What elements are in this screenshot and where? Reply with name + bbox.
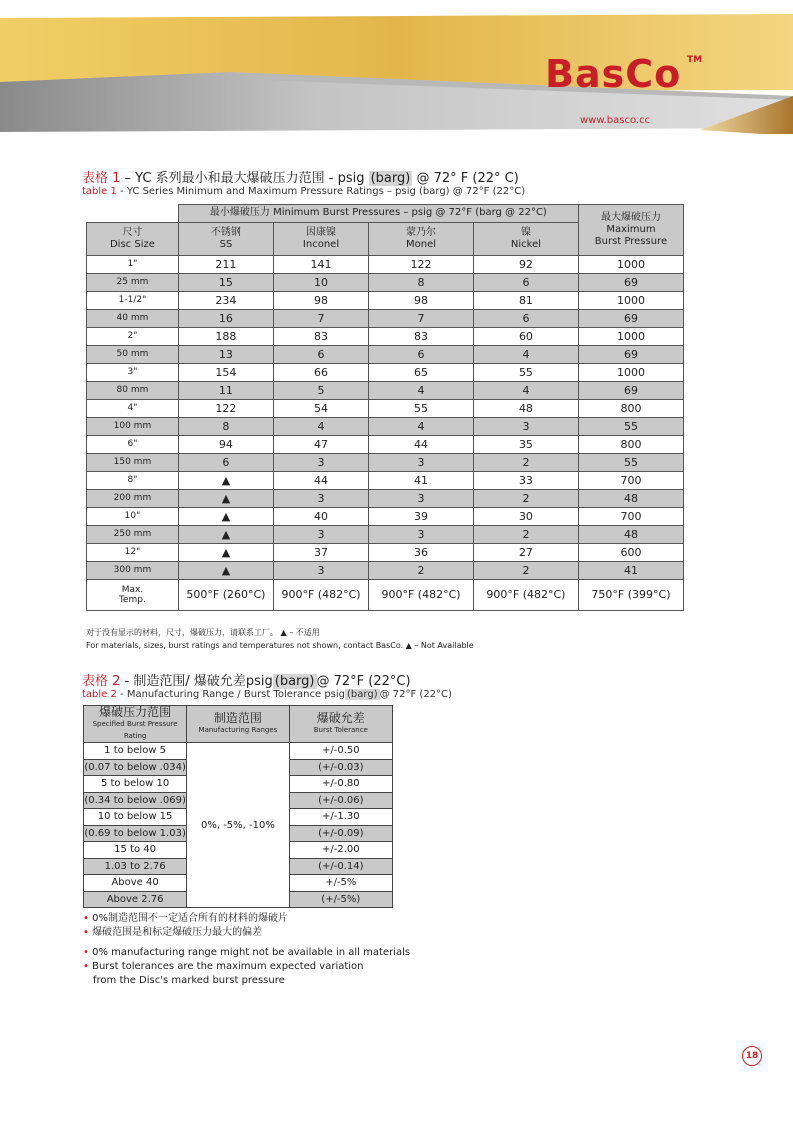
table-cell: 800 <box>578 399 683 417</box>
table-cell: 7 <box>369 309 474 327</box>
table-cell: 6 <box>178 453 273 471</box>
table-row <box>87 471 684 489</box>
table-cell: ▲ <box>178 525 273 543</box>
tolerance-header <box>289 706 392 743</box>
table1-note-cn: 对于没有显示的材料，尺寸，爆破压力，请联系工厂。 ▲ – 不适用 <box>86 628 320 637</box>
tolerance-cell: +/-0.50 <box>289 743 392 760</box>
table1-title-label: 表格 1 <box>82 171 121 186</box>
table-cell: ▲ <box>178 489 273 507</box>
table-cell: ▲ <box>178 561 273 579</box>
disc-size-cell: 1" <box>87 255 179 273</box>
disc-size-cell: 80 mm <box>87 381 179 399</box>
table-cell: 44 <box>273 471 368 489</box>
table-cell: 3 <box>273 453 368 471</box>
tolerance-cell: (+/-0.06) <box>289 792 392 809</box>
burst-tolerance-body <box>84 743 393 908</box>
header-blank <box>87 205 179 223</box>
header-banner <box>0 0 793 140</box>
table-cell: 141 <box>273 255 368 273</box>
table-cell: 69 <box>578 381 683 399</box>
tolerance-cell: +/-2.00 <box>289 842 392 859</box>
table-cell: 65 <box>369 363 474 381</box>
table-row <box>87 543 684 561</box>
disc-size-cell: 200 mm <box>87 489 179 507</box>
table-cell: 30 <box>473 507 578 525</box>
max-temp-monel: 900°F (482°C) <box>369 579 474 610</box>
table-cell: ▲ <box>178 507 273 525</box>
ss-header <box>178 222 273 255</box>
max-temp-label <box>87 579 179 610</box>
table-cell: 4 <box>273 417 368 435</box>
tolerance-header-en: Burst Tolerance <box>313 726 368 734</box>
max-temp-label2: Temp. <box>119 594 146 605</box>
bullet-cn-1-text: 0%制造范围不一定适合所有的材料的爆破片 <box>92 913 288 924</box>
table-cell: 92 <box>473 255 578 273</box>
table-cell: 27 <box>473 543 578 561</box>
mfg-range-cell: 0%, -5%, -10% <box>187 743 289 908</box>
table-cell: 234 <box>178 291 273 309</box>
table-cell: 55 <box>369 399 474 417</box>
table1-sub-text: - YC Series Minimum and Maximum Pressure Ratings – psig (barg) @ 72°F (22°C) <box>116 186 526 197</box>
bullet-mark: • <box>83 947 89 958</box>
max-temp-label1: Max. <box>121 584 144 595</box>
inconel-header-en: Inconel <box>302 238 340 250</box>
max-temp-row <box>87 579 684 610</box>
website-url[interactable]: www.basco.cc <box>580 115 651 126</box>
table-cell: 4 <box>369 381 474 399</box>
inconel-header-cn: 因康镍 <box>306 226 337 238</box>
table-row <box>87 453 684 471</box>
size-header-en: Disc Size <box>109 238 155 250</box>
table-cell: 66 <box>273 363 368 381</box>
table-cell: 47 <box>273 435 368 453</box>
ss-header-cn: 不锈钢 <box>210 226 241 238</box>
table1-title-temp: @ 72° F (22° C) <box>412 171 519 186</box>
disc-size-cell: 1-1/2" <box>87 291 179 309</box>
max-temp-ss: 500°F (260°C) <box>178 579 273 610</box>
bullet-mark: • <box>83 913 89 924</box>
nickel-header <box>473 222 578 255</box>
table-cell: 60 <box>473 327 578 345</box>
disc-size-cell: 150 mm <box>87 453 179 471</box>
nickel-header-en: Nickel <box>510 238 541 250</box>
mfg-range-header-cn: 制造范围 <box>213 711 262 725</box>
table-cell: 39 <box>369 507 474 525</box>
pressure-range-cell: 1 to below 5 <box>84 743 187 760</box>
table-cell: 188 <box>178 327 273 345</box>
table-row <box>87 561 684 579</box>
nickel-header-cn: 镍 <box>520 226 531 238</box>
pressure-range-cell: Above 2.76 <box>84 891 187 908</box>
table-cell: 15 <box>178 273 273 291</box>
page-number: 18 <box>742 1046 762 1066</box>
table-cell: 3 <box>369 525 474 543</box>
table-cell: 69 <box>578 309 683 327</box>
pressure-ratings-body <box>87 255 684 579</box>
table-row <box>87 363 684 381</box>
table-cell: 4 <box>473 345 578 363</box>
table-cell: 122 <box>369 255 474 273</box>
table-cell: 6 <box>369 345 474 363</box>
table-row <box>84 743 393 760</box>
pressure-range-cell: 15 to 40 <box>84 842 187 859</box>
table1-title-barg: (barg) <box>370 171 411 186</box>
table-cell: 48 <box>473 399 578 417</box>
disc-size-cell: 4" <box>87 399 179 417</box>
table-cell: 98 <box>369 291 474 309</box>
table1-sub-label: table 1 <box>82 186 117 197</box>
table2-sub-temp: @ 72°F (22°C) <box>379 689 452 700</box>
table-cell: 69 <box>578 345 683 363</box>
table-cell: 10 <box>273 273 368 291</box>
table2-title-label: 表格 2 <box>82 674 121 689</box>
table-cell: 1000 <box>578 291 683 309</box>
disc-size-cell: 250 mm <box>87 525 179 543</box>
table-cell: 44 <box>369 435 474 453</box>
table-row <box>87 489 684 507</box>
max-burst-header-cn: 最大爆破压力 <box>600 211 661 223</box>
table2-subtitle <box>82 689 452 700</box>
table-row <box>87 345 684 363</box>
table-cell: 48 <box>578 525 683 543</box>
bullet-cn-2 <box>83 926 410 940</box>
table-cell: 7 <box>273 309 368 327</box>
table-cell: 94 <box>178 435 273 453</box>
table-row <box>87 417 684 435</box>
table-cell: ▲ <box>178 543 273 561</box>
table-cell: 13 <box>178 345 273 363</box>
table-cell: 41 <box>369 471 474 489</box>
disc-size-cell: 6" <box>87 435 179 453</box>
table-cell: 154 <box>178 363 273 381</box>
table-cell: 48 <box>578 489 683 507</box>
table-cell: 1000 <box>578 327 683 345</box>
pressure-range-cell: (0.07 to below .034) <box>84 759 187 776</box>
tolerance-cell: (+/-0.14) <box>289 858 392 875</box>
disc-size-cell: 10" <box>87 507 179 525</box>
tolerance-cell: +/-5% <box>289 875 392 892</box>
burst-tolerance-table <box>83 705 393 908</box>
bullet-mark: • <box>83 961 89 972</box>
table-row <box>87 525 684 543</box>
table1-notes <box>86 626 474 652</box>
basco-logo: BasCo <box>545 52 682 96</box>
table2-title-text: - 制造范围/ 爆破允差psig <box>120 674 273 689</box>
table-cell: 16 <box>178 309 273 327</box>
table-row <box>87 507 684 525</box>
footnote-bullets <box>83 912 410 988</box>
bullet-en-1-text: 0% manufacturing range might not be available in all materials <box>92 947 411 958</box>
table-cell: 35 <box>473 435 578 453</box>
table-cell: 69 <box>578 273 683 291</box>
table2-title-temp: @ 72°F (22°C) <box>316 674 411 689</box>
disc-size-cell: 2" <box>87 327 179 345</box>
table-cell: 83 <box>273 327 368 345</box>
table-row <box>87 291 684 309</box>
table1-title-text: – YC 系列最小和最大爆破压力范围 <box>120 171 329 186</box>
rating-header-cn: 爆破压力范围 <box>99 705 172 719</box>
table-cell: 700 <box>578 471 683 489</box>
table-cell: 37 <box>273 543 368 561</box>
mfg-range-header <box>187 706 289 743</box>
table-cell: 2 <box>473 453 578 471</box>
disc-size-cell: 40 mm <box>87 309 179 327</box>
table-row <box>87 327 684 345</box>
bullet-en-2-cont: from the Disc's marked burst pressure <box>93 975 285 986</box>
table-cell: 8 <box>178 417 273 435</box>
disc-size-cell: 8" <box>87 471 179 489</box>
table-row <box>87 273 684 291</box>
max-temp-inconel: 900°F (482°C) <box>273 579 368 610</box>
trademark-mark: TM <box>687 55 703 65</box>
table-cell: 211 <box>178 255 273 273</box>
max-burst-header <box>578 205 683 256</box>
table-cell: 1000 <box>578 255 683 273</box>
table-cell: 2 <box>473 489 578 507</box>
table-cell: ▲ <box>178 471 273 489</box>
table-cell: 2 <box>369 561 474 579</box>
table-cell: 4 <box>369 417 474 435</box>
table-cell: 3 <box>369 489 474 507</box>
table2-sub-barg: (barg) <box>347 689 378 700</box>
table-cell: 83 <box>369 327 474 345</box>
pressure-range-cell: 5 to below 10 <box>84 776 187 793</box>
max-burst-header-en2: Burst Pressure <box>594 235 668 247</box>
disc-size-cell: 12" <box>87 543 179 561</box>
ss-header-en: SS <box>219 238 233 250</box>
table-cell: 11 <box>178 381 273 399</box>
bullet-en-2-text: Burst tolerances are the maximum expected variation <box>92 961 364 972</box>
min-burst-group-header: 最小爆破压力 Minimum Burst Pressures – psig @ 72°F (barg @ 22°C) <box>178 205 578 223</box>
table-cell: 5 <box>273 381 368 399</box>
max-burst-header-en1: Maximum <box>606 223 656 235</box>
monel-header <box>369 222 474 255</box>
table-cell: 33 <box>473 471 578 489</box>
rating-header-en: Specified Burst Pressure Rating <box>92 720 178 740</box>
disc-size-cell: 100 mm <box>87 417 179 435</box>
table1-title-psig: - psig <box>328 171 369 186</box>
disc-size-cell: 300 mm <box>87 561 179 579</box>
table-cell: 54 <box>273 399 368 417</box>
table-cell: 3 <box>273 489 368 507</box>
table1-title <box>82 167 519 186</box>
table2-title <box>82 670 411 689</box>
pressure-range-cell: (0.69 to below 1.03) <box>84 825 187 842</box>
tolerance-cell: +/-1.30 <box>289 809 392 826</box>
mfg-range-header-en: Manufacturing Ranges <box>198 726 278 734</box>
table-cell: 122 <box>178 399 273 417</box>
max-temp-max: 750°F (399°C) <box>578 579 683 610</box>
tolerance-header-cn: 爆破允差 <box>316 711 365 725</box>
bullet-mark: • <box>83 927 89 938</box>
table-cell: 2 <box>473 525 578 543</box>
table2-title-barg: (barg) <box>274 674 315 689</box>
tolerance-cell: (+/-0.03) <box>289 759 392 776</box>
table1-subtitle <box>82 186 525 197</box>
table-row <box>87 435 684 453</box>
table-cell: 3 <box>273 561 368 579</box>
tolerance-cell: +/-0.80 <box>289 776 392 793</box>
monel-header-en: Monel <box>406 238 437 250</box>
size-header-cn: 尺寸 <box>122 226 143 238</box>
table-cell: 6 <box>473 309 578 327</box>
table1-note-en: For materials, sizes, burst ratings and temperatures not shown, contact BasCo. ▲ – Not Available <box>86 641 474 650</box>
table-cell: 3 <box>473 417 578 435</box>
bullet-en-1 <box>83 946 410 960</box>
disc-size-cell: 50 mm <box>87 345 179 363</box>
table-row <box>87 309 684 327</box>
bullet-en-2 <box>83 960 410 974</box>
pressure-ratings-table <box>86 204 684 611</box>
table-row <box>87 381 684 399</box>
size-header <box>87 222 179 255</box>
pressure-range-cell: (0.34 to below .069) <box>84 792 187 809</box>
monel-header-cn: 蒙乃尔 <box>406 226 437 238</box>
rating-header <box>84 706 187 743</box>
table-cell: 98 <box>273 291 368 309</box>
table-cell: 40 <box>273 507 368 525</box>
table-cell: 3 <box>369 453 474 471</box>
pressure-range-cell: Above 40 <box>84 875 187 892</box>
table-cell: 700 <box>578 507 683 525</box>
pressure-range-cell: 10 to below 15 <box>84 809 187 826</box>
table2-sub-text: - Manufacturing Range / Burst Tolerance psig <box>116 689 346 700</box>
table-cell: 55 <box>578 453 683 471</box>
disc-size-cell: 25 mm <box>87 273 179 291</box>
table-row <box>87 255 684 273</box>
table-cell: 1000 <box>578 363 683 381</box>
max-temp-nickel: 900°F (482°C) <box>473 579 578 610</box>
pressure-range-cell: 1.03 to 2.76 <box>84 858 187 875</box>
table-cell: 3 <box>273 525 368 543</box>
table-row <box>87 399 684 417</box>
tolerance-cell: (+/-0.09) <box>289 825 392 842</box>
table-cell: 6 <box>273 345 368 363</box>
table-cell: 81 <box>473 291 578 309</box>
bullet-cn-1 <box>83 912 410 926</box>
table2-sub-label: table 2 <box>82 689 117 700</box>
table-cell: 36 <box>369 543 474 561</box>
table-cell: 55 <box>578 417 683 435</box>
tolerance-cell: (+/-5%) <box>289 891 392 908</box>
table-cell: 600 <box>578 543 683 561</box>
table-cell: 800 <box>578 435 683 453</box>
table-cell: 41 <box>578 561 683 579</box>
bullet-cn-2-text: 爆破范围是和标定爆破压力最大的偏差 <box>92 927 263 938</box>
table-cell: 6 <box>473 273 578 291</box>
table-cell: 2 <box>473 561 578 579</box>
disc-size-cell: 3" <box>87 363 179 381</box>
inconel-header <box>273 222 368 255</box>
table-cell: 4 <box>473 381 578 399</box>
table-cell: 8 <box>369 273 474 291</box>
table-cell: 55 <box>473 363 578 381</box>
